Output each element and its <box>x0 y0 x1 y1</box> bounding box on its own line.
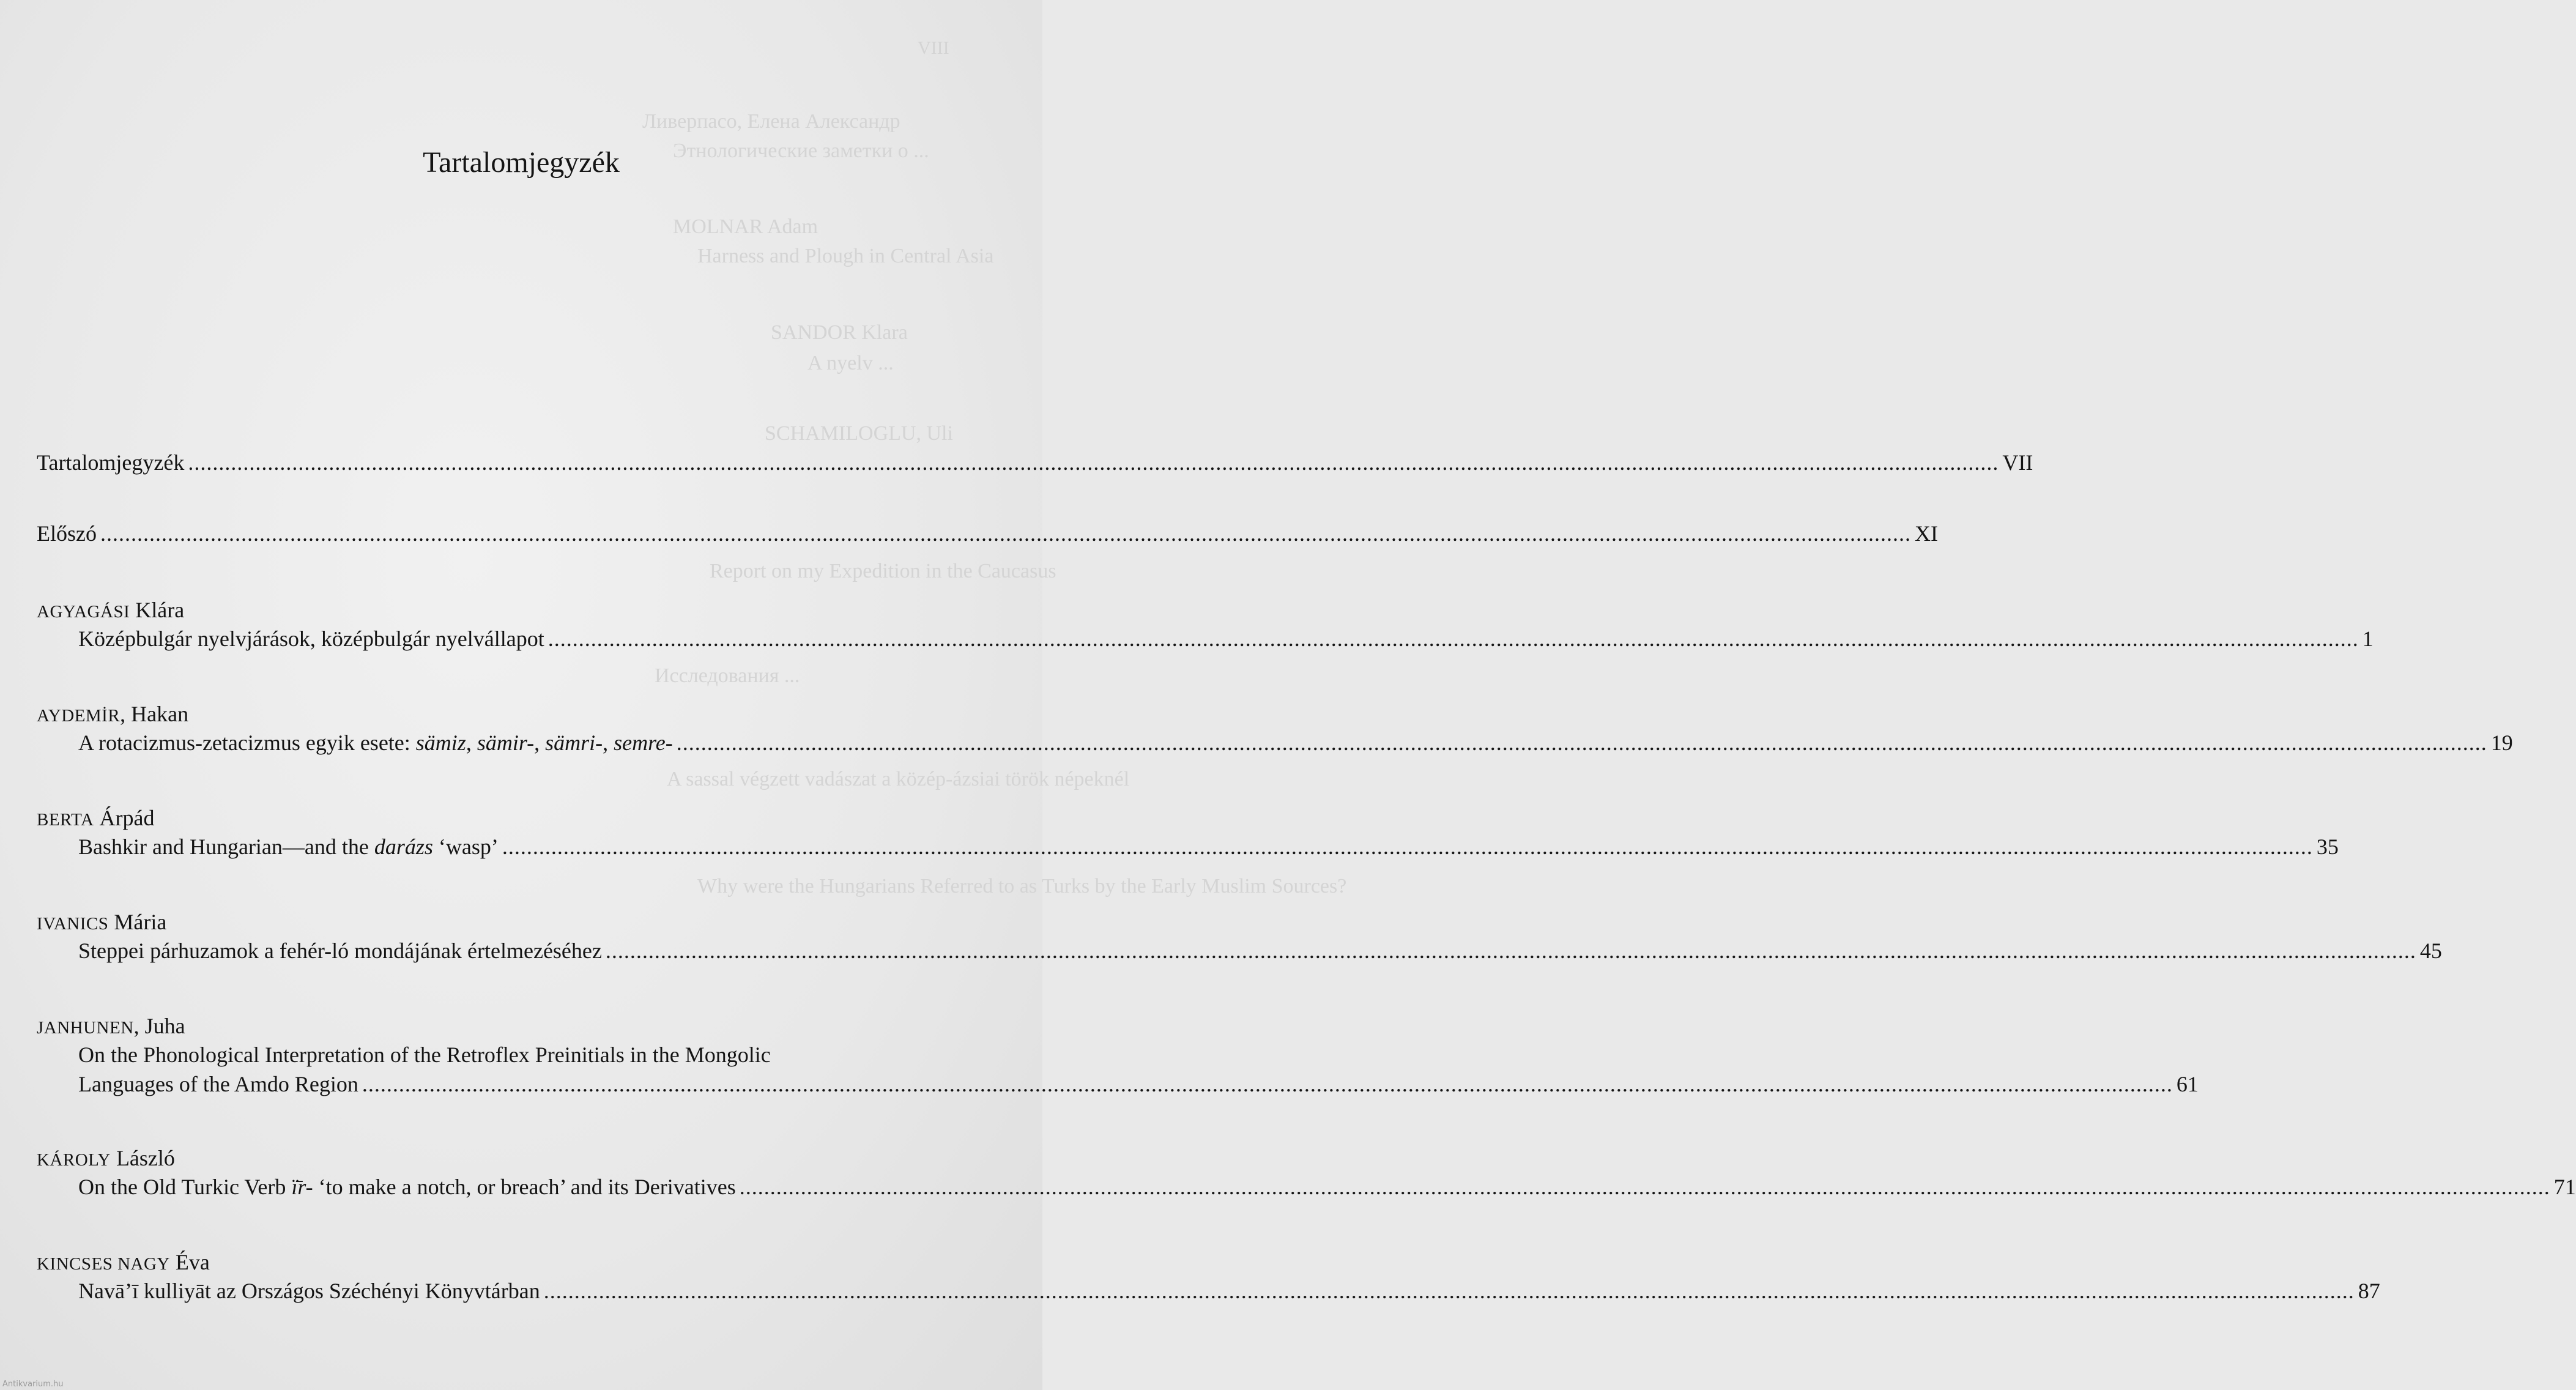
toc-line <box>37 448 2033 477</box>
toc-entry-janhunen <box>37 1012 2199 1099</box>
page-number: 71 <box>2553 1175 2576 1199</box>
page-number: VII <box>2002 450 2033 475</box>
page-number: 45 <box>2419 938 2442 963</box>
toc-entry-tartalomjegyzek <box>37 448 2033 477</box>
toc-title-line1: On the Phonological Interpretation of the Retroflex Preinitials in the Mongolic <box>78 1042 771 1067</box>
toc-entry-ivanics <box>37 908 2442 965</box>
toc-entry-eloszo <box>37 519 1938 548</box>
page-number: 61 <box>2176 1072 2199 1096</box>
leader-dots <box>740 1172 2550 1202</box>
page-number: 35 <box>2316 834 2339 859</box>
author-name: KÁROLY László <box>37 1146 175 1170</box>
toc-entry-berta <box>37 804 2339 861</box>
author-name: AYDEMİR, Hakan <box>37 702 189 726</box>
bleed-through-text: VIII Ливерпасо, Елена Александр Этнологические заметки о ... MOLNAR Adam Harness and Plough in Central Asia SANDOR Klara A nyelv ... SCHAMILOGLU, Uli Report on my Expedition in the Caucasus Исследования ... A sassal végzett vadászat a közép-ázsiai török népeknél Why were the Hungarians Referred to as Turks by the Early Muslim Sources? <box>642 38 1347 898</box>
toc-title: On the Old Turkic Verb ï̄r- ‘to make a notch, or breach’ and its Derivatives <box>78 1175 736 1199</box>
toc-title-line2: Languages of the Amdo Region <box>78 1072 358 1096</box>
toc-line <box>37 519 1938 548</box>
toc-line <box>37 728 2513 757</box>
author-name: BERTA Árpád <box>37 806 155 830</box>
toc-title: Középbulgár nyelvjárások, középbulgár nyelvállapot <box>78 626 544 651</box>
toc-entry-aydemir <box>37 700 2513 757</box>
leader-dots <box>362 1069 2173 1099</box>
toc-line <box>37 832 2339 861</box>
leader-dots <box>544 1276 2355 1306</box>
author-name: IVANICS Mária <box>37 910 167 934</box>
author-name: JANHUNEN, Juha <box>37 1014 185 1038</box>
toc-entry-karoly <box>37 1144 2576 1202</box>
toc-line <box>37 624 2374 653</box>
toc-title: Tartalomjegyzék <box>37 450 185 475</box>
leader-dots <box>502 832 2313 861</box>
page-number: 19 <box>2490 730 2513 755</box>
page-number: 87 <box>2358 1279 2380 1303</box>
toc-title: Előszó <box>37 521 97 546</box>
leader-dots <box>100 519 1911 548</box>
page-title: Tartalomjegyzék <box>423 146 620 179</box>
toc-line <box>37 936 2442 965</box>
toc-entry-kincses <box>37 1248 2380 1306</box>
leader-dots <box>677 728 2487 757</box>
watermark: Antikvarium.hu <box>2 1380 64 1389</box>
leader-dots <box>606 936 2416 965</box>
toc-title: Navā’ī kulliyāt az Országos Széchényi Könyvtárban <box>78 1279 540 1303</box>
author-name: AGYAGÁSI Klára <box>37 598 185 622</box>
toc-title: Steppei párhuzamok a fehér-ló mondájának értelmezéséhez <box>78 938 602 963</box>
toc-entry-agyagasi <box>37 596 2374 653</box>
toc-line <box>37 1276 2380 1306</box>
leader-dots <box>548 624 2359 653</box>
toc-title: A rotacizmus-zetacizmus egyik esete: sämiz, sämir-, sämri-, semre- <box>78 730 673 755</box>
toc-line <box>37 1172 2576 1202</box>
leader-dots <box>188 448 1999 477</box>
page-number: XI <box>1914 521 1938 546</box>
page-number: 1 <box>2362 626 2374 651</box>
toc-title: Bashkir and Hungarian—and the darázs ‘wasp’ <box>78 834 499 859</box>
author-name: KINCSES NAGY Éva <box>37 1250 210 1274</box>
toc-line <box>37 1069 2199 1099</box>
